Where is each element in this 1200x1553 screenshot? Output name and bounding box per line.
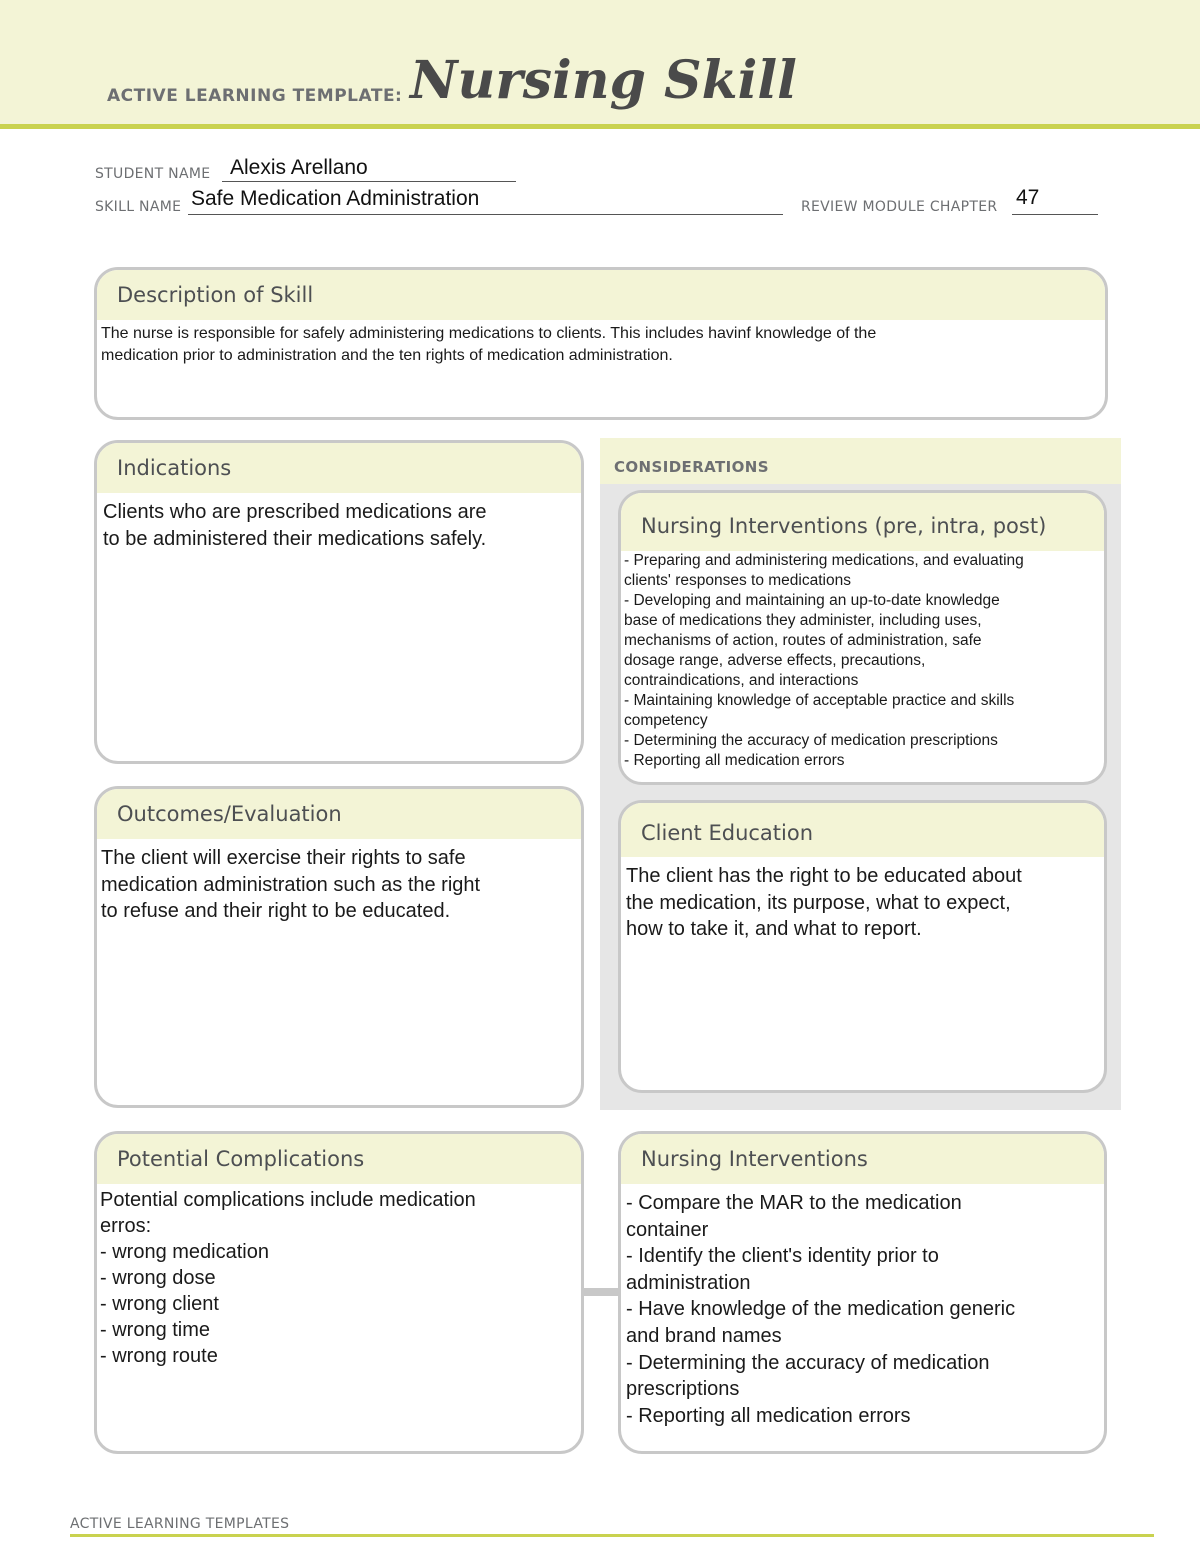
review-module-line — [1012, 214, 1098, 215]
skill-name-line — [188, 214, 783, 215]
outcomes-box — [94, 786, 584, 1108]
text-line: erros: — [100, 1215, 152, 1237]
text-line: - Reporting all medication errors — [624, 751, 845, 769]
text-line: administration — [626, 1271, 751, 1294]
text-line: the medication, its purpose, what to expect, — [626, 891, 1011, 914]
text-line: base of medications they administer, including uses, — [624, 611, 982, 629]
text-line: - wrong time — [100, 1319, 211, 1341]
text-line: clients' responses to medications — [624, 571, 851, 589]
text-line: how to take it, and what to report. — [626, 918, 922, 941]
text-line: prescriptions — [626, 1378, 740, 1401]
text-line: - Have knowledge of the medication generic — [626, 1298, 1016, 1321]
text-line: - Identify the client's identity prior to — [626, 1245, 939, 1268]
indications-box — [94, 440, 584, 764]
text-line: dosage range, adverse effects, precautions, — [624, 651, 926, 669]
nursing-interventions-title: Nursing Interventions — [621, 1134, 1104, 1184]
template-title: Nursing Skill — [410, 50, 797, 111]
client-education-text — [621, 857, 1104, 943]
text-line: to be administered their medications safely. — [103, 527, 487, 550]
client-education-title: Client Education — [621, 803, 1104, 857]
nursing-interventions-text — [621, 1184, 1104, 1429]
considerations-label: CONSIDERATIONS — [614, 458, 769, 476]
description-text — [97, 320, 1105, 368]
text-line: - Developing and maintaining an up-to-date knowledge — [624, 591, 1000, 609]
indications-title: Indications — [97, 443, 581, 493]
text-line: container — [626, 1218, 709, 1241]
nursing-interventions-pip-title: Nursing Interventions (pre, intra, post) — [621, 493, 1104, 551]
text-line: The client has the right to be educated about — [626, 865, 1022, 887]
client-education-box — [618, 800, 1107, 1093]
text-line: medication prior to administration and the ten rights of medication administration. — [101, 347, 673, 365]
complications-box — [94, 1131, 584, 1454]
text-line: - Determining the accuracy of medication — [626, 1351, 990, 1374]
template-label: ACTIVE LEARNING TEMPLATE: — [107, 86, 403, 106]
review-module-field[interactable]: 47 — [1016, 186, 1040, 209]
text-line: - wrong client — [100, 1293, 219, 1315]
text-line: - Determining the accuracy of medication prescriptions — [624, 731, 998, 749]
text-line: - wrong medication — [100, 1241, 269, 1263]
text-line: Potential complications include medication — [100, 1189, 476, 1211]
text-line: - Reporting all medication errors — [626, 1404, 911, 1427]
text-line: Clients who are prescribed medications are — [103, 501, 487, 523]
footer-rule — [70, 1534, 1154, 1537]
text-line: mechanisms of action, routes of administration, safe — [624, 631, 982, 649]
text-line: - Preparing and administering medications, and evaluating — [624, 552, 1024, 569]
text-line: The client will exercise their rights to safe — [101, 847, 466, 869]
template-header — [0, 0, 1200, 129]
description-title: Description of Skill — [97, 270, 1105, 320]
student-name-label: STUDENT NAME — [95, 166, 211, 182]
footer-text: ACTIVE LEARNING TEMPLATES — [70, 1516, 290, 1532]
indications-text — [97, 493, 581, 552]
text-line: and brand names — [626, 1324, 782, 1347]
review-module-label: REVIEW MODULE CHAPTER — [801, 199, 998, 215]
description-box — [94, 267, 1108, 420]
outcomes-title: Outcomes/Evaluation — [97, 789, 581, 839]
complications-text — [97, 1184, 581, 1369]
student-name-field[interactable]: Alexis Arellano — [230, 156, 368, 179]
text-line: - Maintaining knowledge of acceptable practice and skills — [624, 691, 1015, 709]
skill-name-field[interactable]: Safe Medication Administration — [191, 187, 480, 210]
complications-title: Potential Complications — [97, 1134, 581, 1184]
text-line: - wrong dose — [100, 1267, 216, 1289]
text-line: contraindications, and interactions — [624, 671, 859, 689]
text-line: - wrong route — [100, 1345, 218, 1367]
text-line: The nurse is responsible for safely administering medications to clients. This includes havinf knowledge of the — [101, 325, 877, 342]
skill-name-label: SKILL NAME — [95, 199, 182, 215]
text-line: medication administration such as the right — [101, 873, 481, 896]
box-connector — [583, 1288, 621, 1296]
outcomes-text — [97, 839, 581, 925]
nursing-interventions-pip-box — [618, 490, 1107, 785]
text-line: competency — [624, 711, 708, 729]
student-name-line — [222, 181, 516, 182]
text-line: - Compare the MAR to the medication — [626, 1192, 962, 1214]
nursing-interventions-pip-text — [621, 551, 1104, 771]
nursing-interventions-box — [618, 1131, 1107, 1454]
text-line: to refuse and their right to be educated. — [101, 900, 451, 923]
